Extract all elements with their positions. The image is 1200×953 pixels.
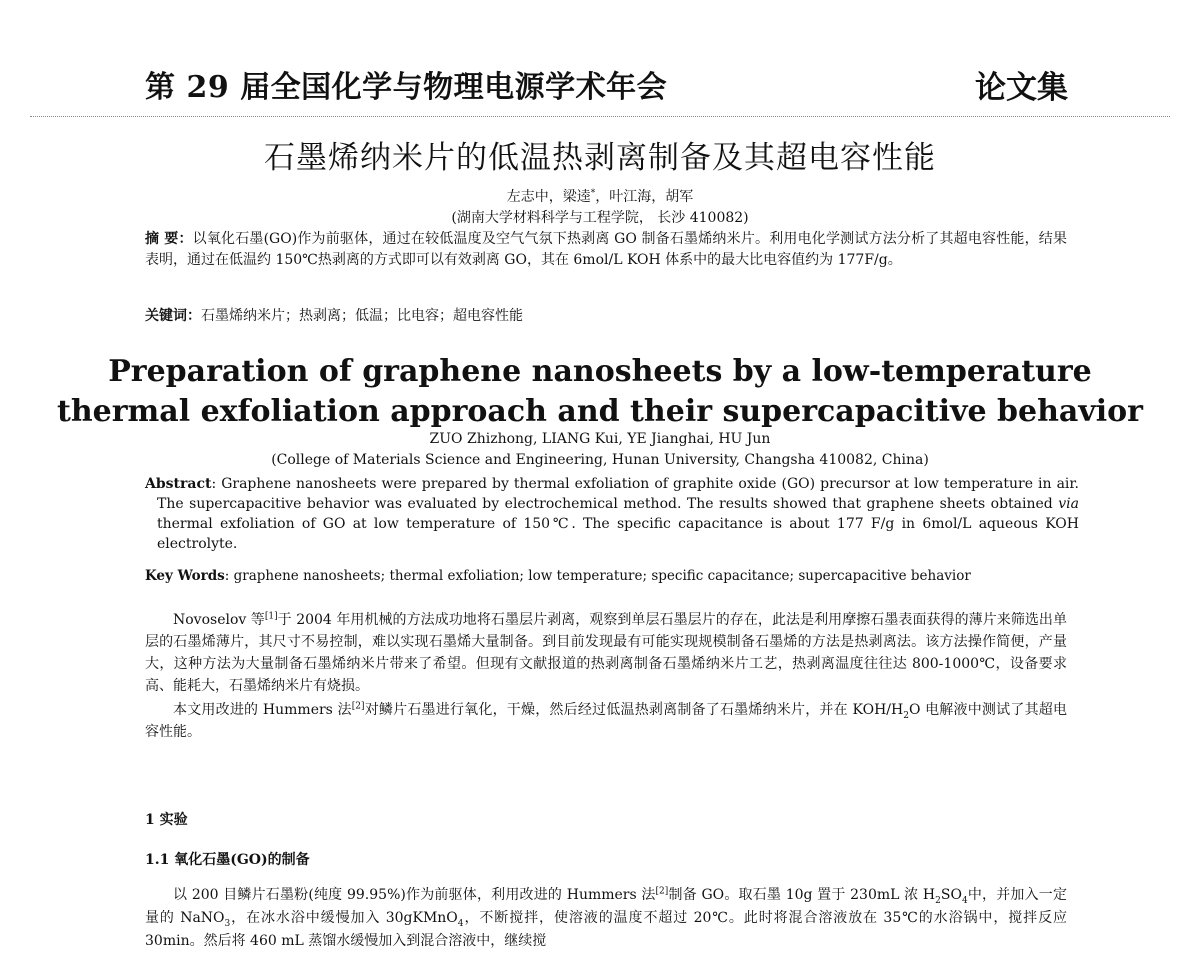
author-names-a: 左志中，梁逵: [506, 189, 591, 205]
body-paragraph-1: [145, 609, 1067, 697]
p2-subscript: 2: [903, 710, 909, 721]
p2-text-b: 对鳞片石墨进行氧化，干燥，然后经过低温热剥离制备了石墨烯纳米片，并在 KOH/H: [364, 702, 904, 718]
p3-text-e: ，在冰水浴中缓慢加入 30gKMnO: [230, 910, 458, 926]
citation-2b: [2]: [655, 886, 669, 897]
p3-sub-2: 4: [961, 895, 968, 906]
running-header: [145, 62, 1068, 104]
citation-1: [1]: [264, 611, 278, 622]
keywords-label-en: Key Words: [145, 568, 225, 584]
p3-text-b: 制备 GO。取石墨 10g 置于 230mL 浓 H: [668, 887, 936, 903]
chinese-title: 石墨烯纳米片的低温热剥离制备及其超电容性能: [264, 140, 936, 176]
p1-text-b: 于 2004 年用机械的方法成功地将石墨层片剥离，观察到单层石墨层片的存在，此法是利用摩擦石墨表面获得的薄片来筛选出单层的石墨烯薄片，其尺寸不易控制，难以实现石墨烯大量制备。到目前发现最有可能实现规模制备石墨烯的方法是热剥离法。该方法操作简便，产量大，这种方法为大量制备石墨烯纳米片带来了希望。但现有文献报道的热剥离制备石墨烯纳米片工艺，热剥离温度往往达 800-1000℃，设备要求高、能耗大，石墨烯纳米片有烧损。: [145, 612, 1067, 694]
english-authors: ZUO Zhizhong, LIANG Kui, YE Jianghai, HU Jun: [429, 431, 771, 447]
chinese-affiliation: (湖南大学材料科学与工程学院， 长沙 410082): [451, 210, 749, 226]
section-heading-1-1: 1.1 氧化石墨(GO)的制备: [145, 852, 310, 868]
abstract-text: 以氧化石墨(GO)作为前驱体，通过在较低温度及空气气氛下热剥离 GO 制备石墨烯纳米片。利用电化学测试方法分析了其超电容性能，结果表明，通过在低温约 150℃热剥离的方式即可以有效剥离 GO，其在 6mol/L KOH 体系中的最大比电容值约为 177F/g。: [145, 231, 1067, 268]
p2-text-c: O 电解液中测试了其超电容性能。: [145, 702, 1067, 740]
p3-text-f: ，不断搅拌，使溶液的温度不超过 20℃。此时将混合溶液放在 35℃的水浴锅中，搅拌反应 30min。然后将 460 mL 蒸馏水缓慢加入到混合溶液中，继续搅: [145, 910, 1067, 949]
p3-text-c: SO: [940, 887, 962, 903]
conference-title: 第 29 届全国化学与物理电源学术年会: [145, 70, 668, 105]
abstract-label-en: Abstract: [145, 476, 212, 492]
body-paragraph-3: [145, 884, 1067, 953]
p3-sub-3: 3: [224, 918, 231, 929]
p3-text-a: 以 200 目鳞片石墨粉(纯度 99.95%)作为前驱体，利用改进的 Hummers 法: [173, 887, 656, 903]
chinese-authors: [0, 186, 1200, 206]
english-keywords: [145, 566, 1085, 587]
section-heading-1: 1 实验: [145, 812, 188, 828]
abstract-label: 摘 要：: [145, 231, 193, 247]
p3-sub-1: 2: [935, 895, 941, 906]
header-rule: [30, 116, 1170, 117]
citation-2: [2]: [351, 701, 365, 712]
chinese-abstract: [145, 229, 1067, 270]
p3-sub-4: 4: [457, 918, 464, 929]
chinese-keywords: [145, 306, 1067, 327]
body-paragraph-2: [145, 699, 1067, 743]
author-names-b: ，叶江海，胡军: [595, 189, 694, 205]
abstract-via: via: [1058, 496, 1079, 512]
english-title-line-2: thermal exfoliation approach and their supercapacitive behavior: [57, 394, 1143, 429]
english-title: [0, 352, 1200, 432]
corresponding-mark: *: [590, 188, 596, 199]
p2-text-a: 本文用改进的 Hummers 法: [173, 702, 352, 718]
english-title-line-1: Preparation of graphene nanosheets by a low-temperature: [108, 354, 1092, 389]
keywords-label: 关键词：: [145, 308, 201, 324]
p3-text-d: 中，并加入一定量的 NaNO: [145, 887, 1067, 926]
abstract-text-en-a: : Graphene nanosheets were prepared by thermal exfoliation of graphite oxide (GO) precursor at low temperature in air. The supercapacitive behavior was evaluated by electrochemical method. The results showed that graphene sheets obtained: [157, 476, 1079, 512]
abstract-text-en-b: thermal exfoliation of GO at low temperature of 150℃. The specific capacitance is about 177 F/g in 6mol/L aqueous KOH electrolyte.: [157, 516, 1079, 552]
collection-label: 论文集: [975, 70, 1068, 106]
p1-text-a: Novoselov 等: [173, 612, 265, 628]
keywords-text: 石墨烯纳米片；热剥离；低温；比电容；超电容性能: [201, 308, 523, 324]
keywords-text-en: : graphene nanosheets; thermal exfoliation; low temperature; specific capacitance; supercapacitive behavior: [224, 568, 971, 584]
english-abstract: [145, 474, 1079, 554]
english-affiliation: (College of Materials Science and Engineering, Hunan University, Changsha 410082, China): [271, 452, 929, 468]
